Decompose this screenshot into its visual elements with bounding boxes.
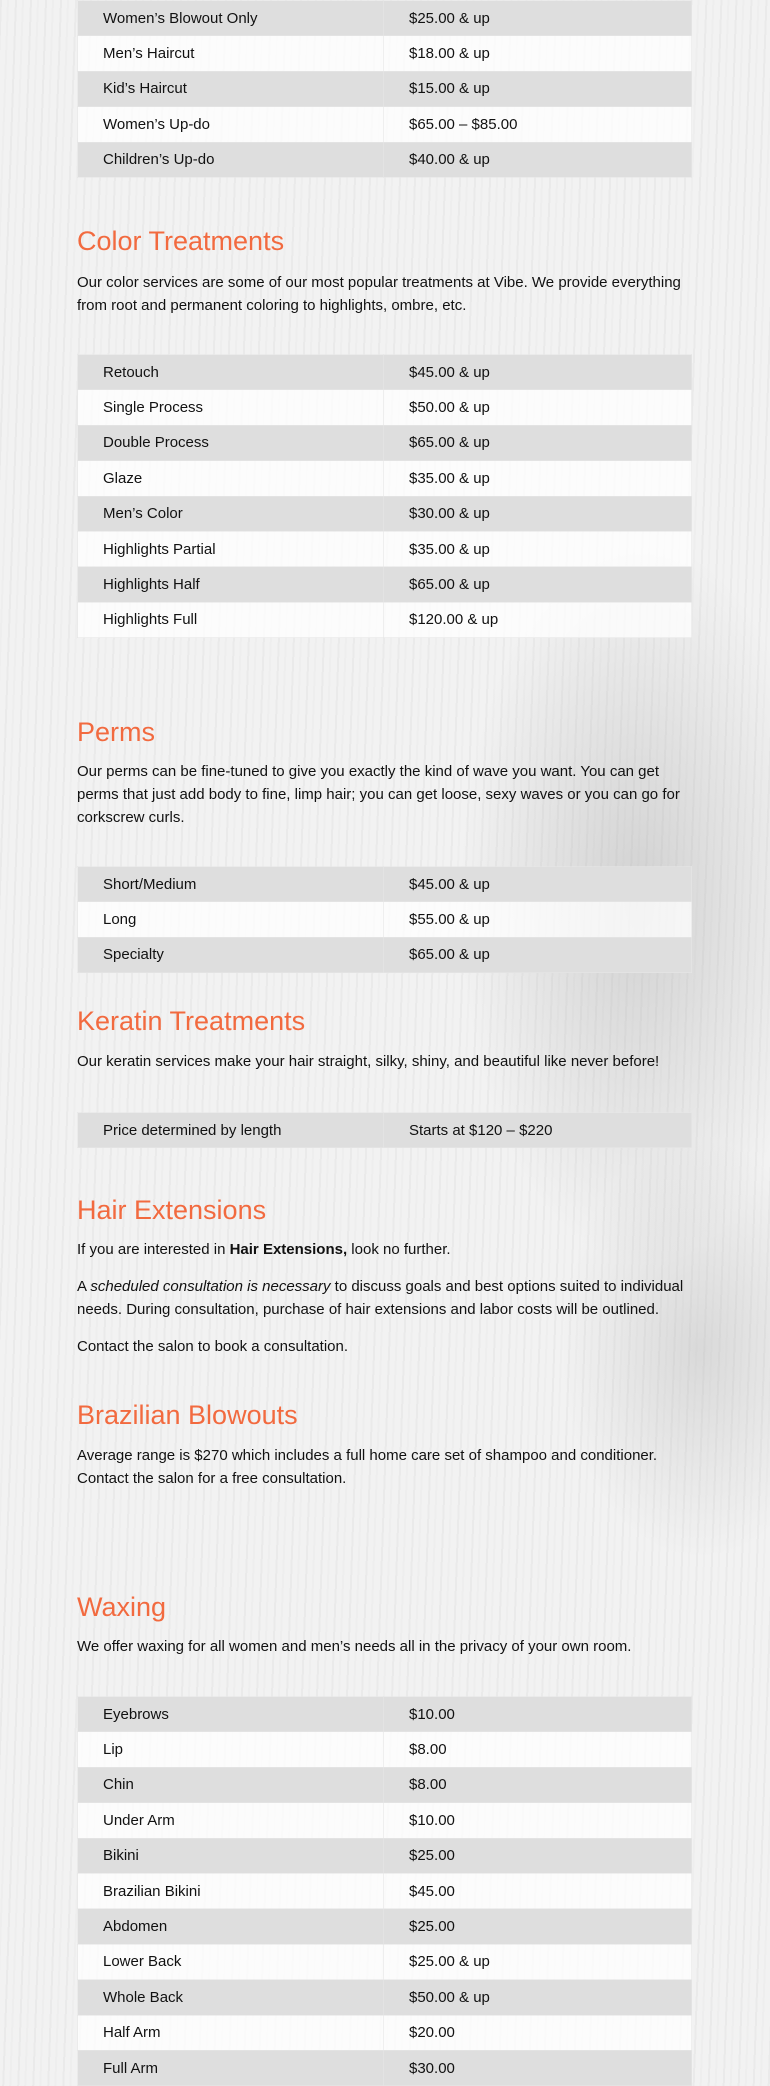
- service-name: Long: [78, 902, 384, 937]
- extensions-section: [77, 1193, 692, 1358]
- section-description: Our keratin services make your hair straight, silky, shiny, and beautiful like never before!: [77, 1053, 660, 1070]
- table-row: [78, 107, 692, 142]
- service-name: Whole Back: [78, 1980, 384, 2015]
- extensions-contact: Contact the salon to book a consultation.: [77, 1338, 349, 1355]
- table-row: [78, 1980, 692, 2015]
- service-price: $25.00: [384, 1838, 692, 1873]
- service-price: $50.00 & up: [384, 390, 692, 425]
- service-price: $65.00 & up: [384, 567, 692, 602]
- service-price: $18.00 & up: [384, 36, 692, 71]
- service-price: $40.00 & up: [384, 142, 692, 177]
- service-name: Highlights Full: [78, 602, 384, 637]
- table-row: [78, 390, 692, 425]
- service-price: $65.00 – $85.00: [384, 107, 692, 142]
- keratin-section: [77, 1004, 692, 1073]
- text: to discuss goals and best options suited to individual needs. During consultation, purchase of hair extensions and labor costs will be outlined.: [77, 1278, 684, 1318]
- table-row: [78, 1944, 692, 1979]
- service-name: Highlights Half: [78, 567, 384, 602]
- service-price: $55.00 & up: [384, 902, 692, 937]
- service-name: Price determined by length: [78, 1113, 384, 1148]
- table-row: [78, 36, 692, 71]
- table-row: [78, 1697, 692, 1732]
- service-price: $45.00: [384, 1873, 692, 1908]
- section-heading: Hair Extensions: [77, 1195, 267, 1225]
- service-name: Full Arm: [78, 2050, 384, 2085]
- table-row: [78, 1767, 692, 1802]
- service-price: $8.00: [384, 1732, 692, 1767]
- table-row: [78, 867, 692, 902]
- table-row: [78, 2050, 692, 2085]
- table-row: [78, 1732, 692, 1767]
- section-heading: Perms: [77, 717, 156, 747]
- waxing-section: [77, 1590, 692, 1658]
- section-heading: Brazilian Blowouts: [77, 1400, 298, 1430]
- service-price: $65.00 & up: [384, 425, 692, 460]
- section-description: Average range is $270 which includes a full home care set of shampoo and conditioner. Contact the salon for a free consultation.: [77, 1447, 658, 1487]
- table-row: [78, 531, 692, 566]
- service-price: $30.00 & up: [384, 496, 692, 531]
- service-price: $10.00: [384, 1697, 692, 1732]
- table-row: [78, 71, 692, 106]
- service-name: Abdomen: [78, 1909, 384, 1944]
- service-price: $15.00 & up: [384, 71, 692, 106]
- service-name: Double Process: [78, 425, 384, 460]
- service-price: $45.00 & up: [384, 867, 692, 902]
- service-price: $8.00: [384, 1767, 692, 1802]
- haircut-price-table: [77, 0, 692, 178]
- service-name: Children’s Up-do: [78, 142, 384, 177]
- text: If you are interested in: [77, 1241, 230, 1258]
- extensions-intro: [77, 1238, 692, 1261]
- service-price: $50.00 & up: [384, 1980, 692, 2015]
- color-section: [77, 224, 692, 317]
- service-price: $35.00 & up: [384, 461, 692, 496]
- brazilian-section: [77, 1398, 692, 1490]
- waxing-price-table: [77, 1696, 692, 2086]
- section-heading: Keratin Treatments: [77, 1006, 306, 1036]
- service-name: Women’s Blowout Only: [78, 1, 384, 36]
- table-row: [78, 902, 692, 937]
- service-name: Highlights Partial: [78, 531, 384, 566]
- service-price: $30.00: [384, 2050, 692, 2085]
- service-name: Bikini: [78, 1838, 384, 1873]
- section-description: Our color services are some of our most popular treatments at Vibe. We provide everything from root and permanent coloring to highlights, ombre, etc.: [77, 274, 681, 314]
- table-row: [78, 937, 692, 972]
- table-row: [78, 425, 692, 460]
- service-price: $25.00: [384, 1909, 692, 1944]
- service-name: Glaze: [78, 461, 384, 496]
- table-row: [78, 1803, 692, 1838]
- service-name: Men’s Haircut: [78, 36, 384, 71]
- service-name: Specialty: [78, 937, 384, 972]
- text: A: [77, 1278, 91, 1295]
- service-price: $45.00 & up: [384, 355, 692, 390]
- table-row: [78, 1909, 692, 1944]
- section-description: We offer waxing for all women and men’s needs all in the privacy of your own room.: [77, 1638, 632, 1655]
- service-name: Lower Back: [78, 1944, 384, 1979]
- keratin-price-table: [77, 1112, 692, 1148]
- table-row: [78, 142, 692, 177]
- table-row: [78, 2015, 692, 2050]
- section-heading: Color Treatments: [77, 226, 285, 256]
- service-price: $35.00 & up: [384, 531, 692, 566]
- table-row: [78, 1873, 692, 1908]
- table-row: [78, 1113, 692, 1148]
- service-name: Single Process: [78, 390, 384, 425]
- table-row: [78, 567, 692, 602]
- service-name: Chin: [78, 1767, 384, 1802]
- section-description: Our perms can be fine-tuned to give you exactly the kind of wave you want. You can get perms that just add body to fine, limp hair; you can get loose, sexy waves or you can go for corkscrew curls.: [77, 763, 680, 826]
- service-price: $65.00 & up: [384, 937, 692, 972]
- table-row: [78, 496, 692, 531]
- service-name: Under Arm: [78, 1803, 384, 1838]
- table-row: [78, 1838, 692, 1873]
- italic-text: scheduled consultation is necessary: [90, 1278, 331, 1295]
- service-name: Short/Medium: [78, 867, 384, 902]
- service-price: $25.00 & up: [384, 1944, 692, 1979]
- service-price: $10.00: [384, 1803, 692, 1838]
- service-name: Women’s Up-do: [78, 107, 384, 142]
- table-row: [78, 602, 692, 637]
- service-price: $25.00 & up: [384, 1, 692, 36]
- service-name: Brazilian Bikini: [78, 1873, 384, 1908]
- service-name: Lip: [78, 1732, 384, 1767]
- table-row: [78, 461, 692, 496]
- perms-price-table: [77, 866, 692, 973]
- service-name: Men’s Color: [78, 496, 384, 531]
- color-price-table: [77, 354, 692, 638]
- service-name: Half Arm: [78, 2015, 384, 2050]
- table-row: [78, 355, 692, 390]
- service-name: Kid’s Haircut: [78, 71, 384, 106]
- bold-text: Hair Extensions,: [229, 1241, 348, 1258]
- table-row: [78, 1, 692, 36]
- service-price: Starts at $120 – $220: [384, 1113, 692, 1148]
- service-price: $120.00 & up: [384, 602, 692, 637]
- service-name: Retouch: [78, 355, 384, 390]
- service-price: $20.00: [384, 2015, 692, 2050]
- extensions-details: [77, 1275, 692, 1321]
- section-heading: Waxing: [77, 1592, 167, 1622]
- perms-section: [77, 715, 692, 829]
- service-name: Eyebrows: [78, 1697, 384, 1732]
- text: look no further.: [347, 1241, 451, 1258]
